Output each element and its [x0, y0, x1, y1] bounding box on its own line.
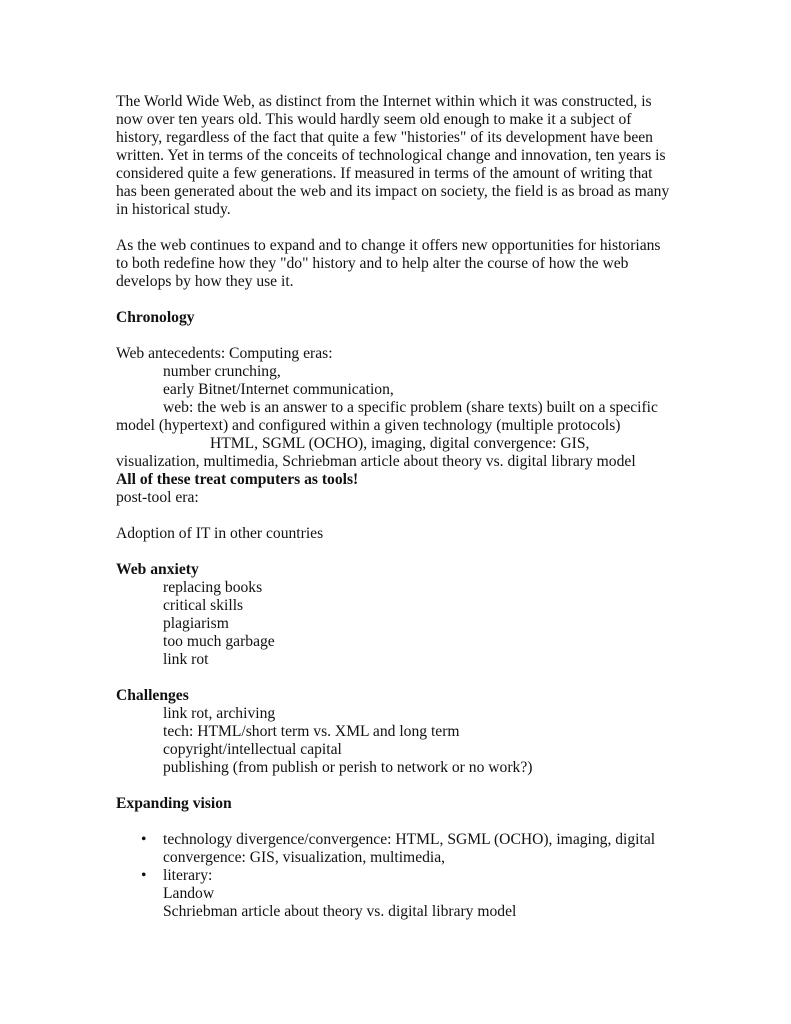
- list-item: [116, 867, 676, 921]
- list-item-subline: Landow: [163, 885, 215, 902]
- adoption-line: Adoption of IT in other countries: [116, 525, 324, 542]
- chronology-item-number-crunching: number crunching,: [163, 363, 281, 380]
- web-anxiety-item: critical skills: [163, 597, 244, 614]
- web-anxiety-item: replacing books: [163, 579, 263, 596]
- challenges-heading: Challenges: [116, 687, 189, 704]
- challenges-item: publishing (from publish or perish to network or no work?): [163, 759, 533, 776]
- challenges-item: copyright/intellectual capital: [163, 741, 342, 758]
- post-tool-era: post-tool era:: [116, 489, 199, 506]
- web-anxiety-item: link rot: [163, 651, 209, 668]
- web-anxiety-item: plagiarism: [163, 615, 229, 632]
- expanding-vision-list: [116, 831, 676, 921]
- web-anxiety-item: too much garbage: [163, 633, 275, 650]
- list-item-subline: Schriebman article about theory vs. digital library model: [163, 903, 517, 920]
- web-anxiety-heading: Web anxiety: [116, 561, 199, 578]
- chronology-heading: Chronology: [116, 309, 195, 326]
- intro-paragraph-2: As the web continues to expand and to change it offers new opportunities for historians to both redefine how they "do" history and to help alter the course of how the web develops by how they use it.: [116, 237, 661, 290]
- intro-paragraph-1: The World Wide Web, as distinct from the Internet within which it was constructed, is now over ten years old. This would hardly seem old enough to make it a subject of history, regardless of the fact that quite a few "histories" of its development have been written. Yet in terms of the conceits of technological change and innovation, ten years is considered quite a few generations. If measured in terms of the amount of writing that has been generated about the web and its impact on society, the field is as broad as many in historical study.: [116, 93, 670, 218]
- list-item-text: literary:: [163, 867, 213, 884]
- document-page: [116, 93, 676, 921]
- chronology-lead: Web antecedents: Computing eras:: [116, 345, 333, 362]
- expanding-vision-heading: Expanding vision: [116, 795, 232, 812]
- tools-note: All of these treat computers as tools!: [116, 471, 359, 488]
- list-item-text: technology divergence/convergence: HTML, SGML (OCHO), imaging, digital convergence: GIS, visualization, multimedia,: [163, 831, 656, 866]
- bullet-icon: •: [141, 831, 147, 848]
- challenges-item: link rot, archiving: [163, 705, 276, 722]
- chronology-item-bitnet: early Bitnet/Internet communication,: [163, 381, 394, 398]
- bullet-icon: •: [141, 867, 147, 884]
- list-item: [116, 831, 676, 867]
- chronology-item-web: web: the web is an answer to a specific problem (share texts) built on a specific model (hypertext) and configured within a given technology (multiple protocols): [116, 399, 658, 434]
- challenges-item: tech: HTML/short term vs. XML and long term: [163, 723, 460, 740]
- chronology-item-html: HTML, SGML (OCHO), imaging, digital convergence: GIS, visualization, multimedia, Schriebman article about theory vs. digital library model: [116, 435, 636, 470]
